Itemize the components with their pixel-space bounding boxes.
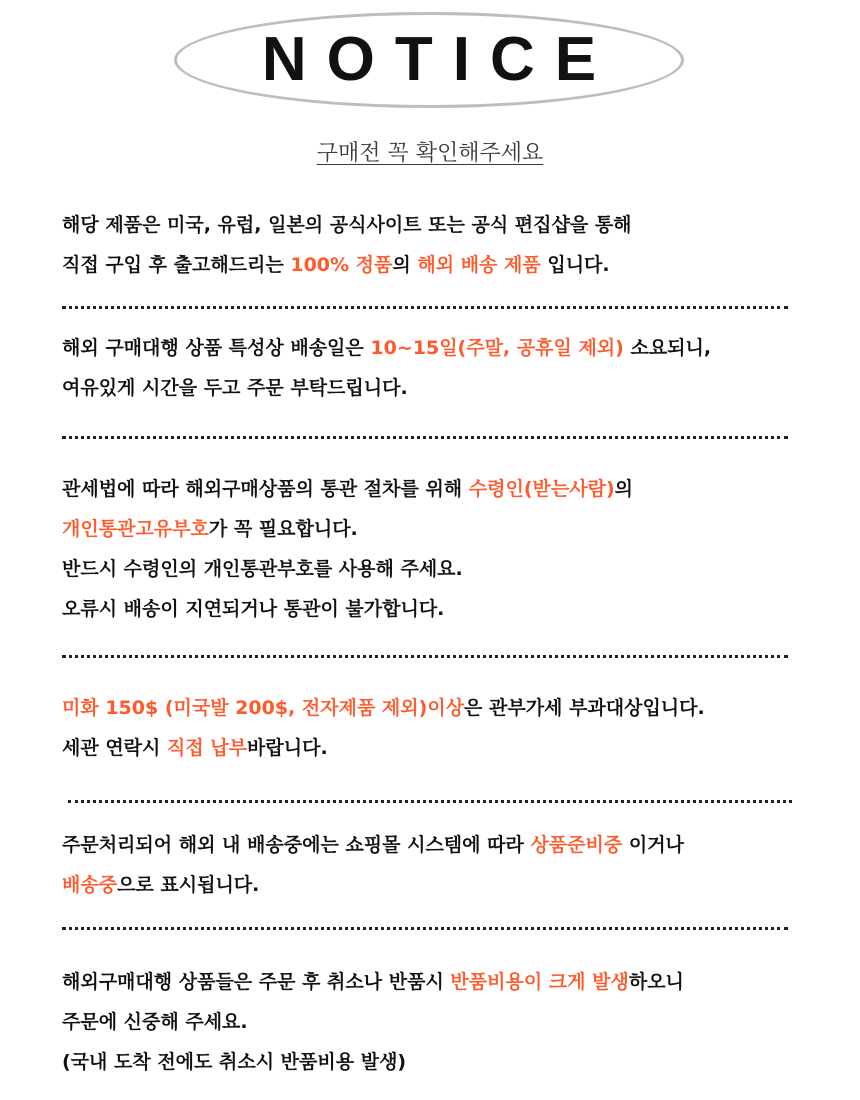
notice-section-cancellation bbox=[62, 962, 684, 1082]
highlight-text: 해외 배송 제품 bbox=[417, 254, 541, 276]
text-segment: 이거나 bbox=[622, 834, 684, 856]
text-segment: 해외구매대행 상품들은 주문 후 취소나 반품시 bbox=[62, 971, 451, 993]
notice-section-delivery-time bbox=[62, 328, 711, 408]
text-line bbox=[62, 205, 632, 245]
text-segment: 해당 제품은 미국, 유럽, 일본의 공식사이트 또는 공식 편집샵을 통해 bbox=[62, 214, 632, 236]
text-segment: 하오니 bbox=[628, 971, 684, 993]
text-segment: 바랍니다. bbox=[247, 737, 328, 759]
text-segment: 주문처리되어 해외 내 배송중에는 쇼핑몰 시스템에 따라 bbox=[62, 834, 531, 856]
notice-badge bbox=[174, 12, 684, 108]
text-segment: 여유있게 시간을 두고 주문 부탁드립니다. bbox=[62, 377, 408, 399]
text-segment: 입니다. bbox=[540, 254, 610, 276]
notice-title: NOTICE bbox=[261, 25, 617, 94]
highlight-text: 수령인(받는사람) bbox=[468, 478, 615, 500]
text-line bbox=[62, 328, 711, 368]
text-line bbox=[62, 368, 711, 408]
text-segment: 직접 구입 후 출고해드리는 bbox=[62, 254, 291, 276]
text-segment: 가 꼭 필요합니다. bbox=[208, 518, 358, 540]
text-line bbox=[62, 509, 633, 549]
text-segment: 주문에 신중해 주세요. bbox=[62, 1011, 248, 1033]
text-segment: 세관 연락시 bbox=[62, 737, 167, 759]
dotted-divider bbox=[68, 800, 792, 803]
highlight-text: 직접 납부 bbox=[167, 737, 248, 759]
text-line bbox=[62, 688, 705, 728]
text-line bbox=[62, 1002, 684, 1042]
text-segment: 반드시 수령인의 개인통관부호를 사용해 주세요. bbox=[62, 558, 463, 580]
notice-section-authenticity bbox=[62, 205, 632, 285]
highlight-text: 배송중 bbox=[62, 874, 118, 896]
text-segment: 의 bbox=[614, 478, 633, 500]
text-segment: 관세법에 따라 해외구매상품의 통관 절차를 위해 bbox=[62, 478, 469, 500]
text-line bbox=[62, 865, 684, 905]
text-segment: 의 bbox=[392, 254, 418, 276]
text-segment: 오류시 배송이 지연되거나 통관이 불가합니다. bbox=[62, 598, 445, 620]
highlight-text: 개인통관고유부호 bbox=[62, 518, 209, 540]
dotted-divider bbox=[62, 436, 788, 439]
notice-section-customs bbox=[62, 469, 633, 629]
text-line bbox=[62, 728, 705, 768]
text-line bbox=[62, 589, 633, 629]
text-segment: 으로 표시됩니다. bbox=[117, 874, 260, 896]
notice-subtitle: 구매전 꼭 확인해주세요 bbox=[316, 141, 544, 166]
text-segment: (국내 도착 전에도 취소시 반품비용 발생) bbox=[62, 1051, 407, 1073]
highlight-text: 상품준비중 bbox=[530, 834, 623, 856]
highlight-text: 미화 150$ (미국발 200$, 전자제품 제외)이상 bbox=[62, 697, 465, 719]
dotted-divider bbox=[62, 306, 788, 309]
text-line bbox=[62, 1042, 684, 1082]
notice-section-order-status bbox=[62, 825, 684, 905]
text-line bbox=[62, 469, 633, 509]
text-segment: 소요되니, bbox=[623, 337, 712, 359]
text-line bbox=[62, 549, 633, 589]
highlight-text: 10~15일(주말, 공휴일 제외) bbox=[370, 337, 624, 359]
dotted-divider bbox=[62, 655, 788, 658]
highlight-text: 100% 정품 bbox=[290, 254, 393, 276]
dotted-divider bbox=[62, 927, 788, 930]
highlight-text: 반품비용이 크게 발생 bbox=[450, 971, 629, 993]
text-segment: 은 관부가세 부과대상입니다. bbox=[464, 697, 705, 719]
text-segment: 해외 구매대행 상품 특성상 배송일은 bbox=[62, 337, 371, 359]
text-line bbox=[62, 962, 684, 1002]
notice-section-duties bbox=[62, 688, 705, 768]
text-line bbox=[62, 825, 684, 865]
text-line bbox=[62, 245, 632, 285]
